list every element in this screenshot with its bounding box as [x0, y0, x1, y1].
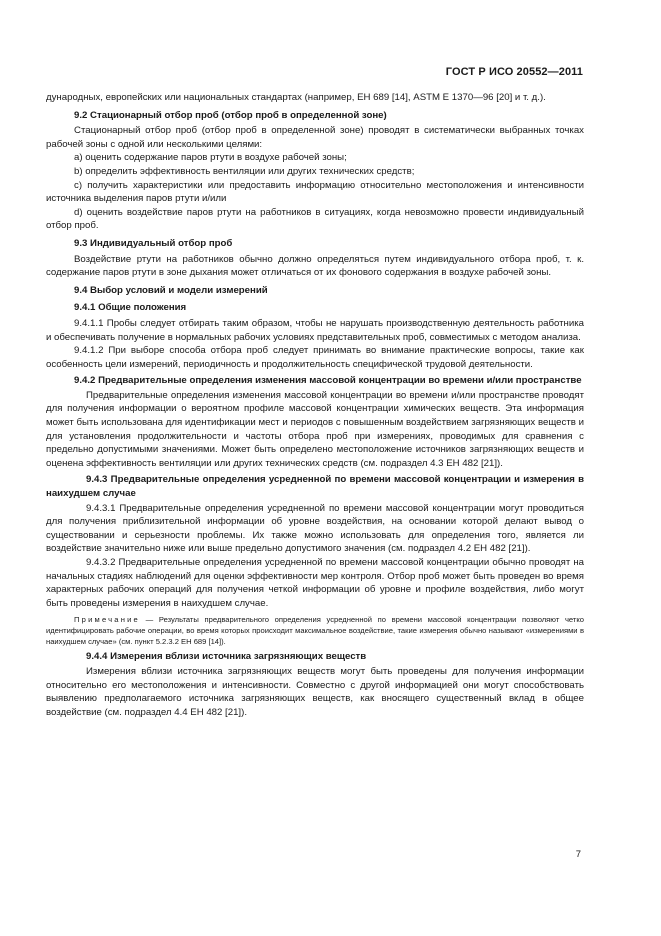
section-9-4-4-heading: 9.4.4 Измерения вблизи источника загрязняющих веществ: [86, 651, 367, 663]
list-item-b: b) определить эффективность вентиляции или других технических средств;: [74, 165, 415, 177]
section-9-4-1-2-text: 9.4.1.2 При выборе способа отбора проб следует принимать во внимание практические вопросы, такие как особенность цели измерений, периодичность и продолжительность специфической трудовой деятельности.: [46, 345, 584, 370]
section-9-3-text: Воздействие ртути на работников обычно должно определяться путем индивидуального отбора проб, т. к. содержание паров ртути в зоне дыхания может отличаться от их фонового содержания в воздухе рабочей зоны.: [46, 253, 584, 279]
list-item-c: c) получить характеристики или предоставить информацию относительно местоположения и интенсивности источника выделения паров ртути и/или: [46, 179, 584, 205]
intro-paragraph: дународных, европейских или национальных стандартах (например, ЕН 689 [14], ASTM Е 1370—96 [20] и т. д.).: [46, 92, 546, 103]
section-9-4-1-1-text: 9.4.1.1 Пробы следует отбирать таким образом, чтобы не нарушать производственную деятельность работника и обеспечивать получение в нормальных рабочих условиях представительных проб, совместимых с методом анализа.: [46, 317, 584, 343]
document-id-header: ГОСТ Р ИСО 20552—2011: [445, 66, 583, 78]
section-9-4-4-text: Измерения вблизи источника загрязняющих веществ могут быть проведены для получения информации относительно его местоположения и интенсивности. Совместно с другой информацией они могут способствовать выявлению предполагаемого источника загрязняющих веществ, как вносящего существенный вклад в общее воздействие (см. подраздел 4.4 ЕН 482 [21]).: [46, 665, 584, 718]
section-9-4-3-2-text: 9.4.3.2 Предварительные определения усредненной по времени массовой концентрации обычно проводят на начальных стадиях наблюдений для оценки эффективности мер контроля. Отбор проб может быть проведен во время характерных рабочих операций для получения четкой информации об уровне и профиле воздействия, либо могут быть проведены измерения в наихудшем случае.: [46, 557, 584, 609]
section-9-4-2-text: Предварительные определения изменения массовой концентрации во времени и/или пространстве проводят для получения информации о вероятном профиле массовой концентрации химических веществ. Эта информация может быть использована для идентификации мест и периодов с повышенным воздействием загрязняющих веществ и для установления продолжительности и частоты отбора проб при измерениях, проводимых для сравнения с предельно допустимыми значениями. Может быть определено местоположение источников загрязняющих веществ и оценена эффективность вентиляции или других технических средств (см. подраздел 4.3 ЕН 482 [21]).: [46, 389, 584, 469]
note-paragraph: [46, 614, 584, 647]
list-item-a: a) оценить содержание паров ртути в воздухе рабочей зоны;: [74, 152, 347, 164]
section-9-4-2-heading: 9.4.2 Предварительные определения изменения массовой концентрации во времени и/или пространстве: [74, 375, 582, 387]
list-item-d: d) оценить воздействие паров ртути на работников в ситуациях, когда невозможно провести индивидуальный отбор проб.: [46, 206, 584, 232]
section-9-4-3-1-text: 9.4.3.1 Предварительные определения усредненной по времени массовой концентрации могут проводиться для получения приблизительной информации об уровне воздействия, на основании которой делают вывод о существовании и серьезности проблемы. Их также можно использовать для определения того, является ли воздействие значительно ниже или выше предельно допустимого значения (см. подраздел 4.2 ЕН 482 [21]).: [46, 502, 584, 555]
section-9-4-heading: 9.4 Выбор условий и модели измерений: [74, 284, 268, 296]
section-9-2-heading: 9.2 Стационарный отбор проб (отбор проб в определенной зоне): [74, 109, 387, 121]
document-body: [46, 91, 584, 719]
note-label: Примечание: [74, 615, 140, 625]
section-9-3-heading: 9.3 Индивидуальный отбор проб: [74, 237, 233, 249]
section-9-2-text: Стационарный отбор проб (отбор проб в определенной зоне) проводят в систематически выбранных точках рабочей зоны с одной или несколькими целями:: [46, 125, 584, 150]
page-number: 7: [575, 849, 581, 860]
section-9-4-3-heading: 9.4.3 Предварительные определения усредненной по времени массовой концентрации и измерения в наихудшем случае: [46, 474, 584, 500]
section-9-4-1-heading: 9.4.1 Общие положения: [74, 302, 187, 314]
note-text: — Результаты предварительного определения усредненной по времени массовой концентрации позволяют четко идентифицировать рабочие операции, во время которых происходит максимальное воздействие, такие измерения обычно называют «измерениями в наихудшем случае» (см. пункт 5.2.3.2 ЕН 689 [14]).: [46, 615, 584, 647]
